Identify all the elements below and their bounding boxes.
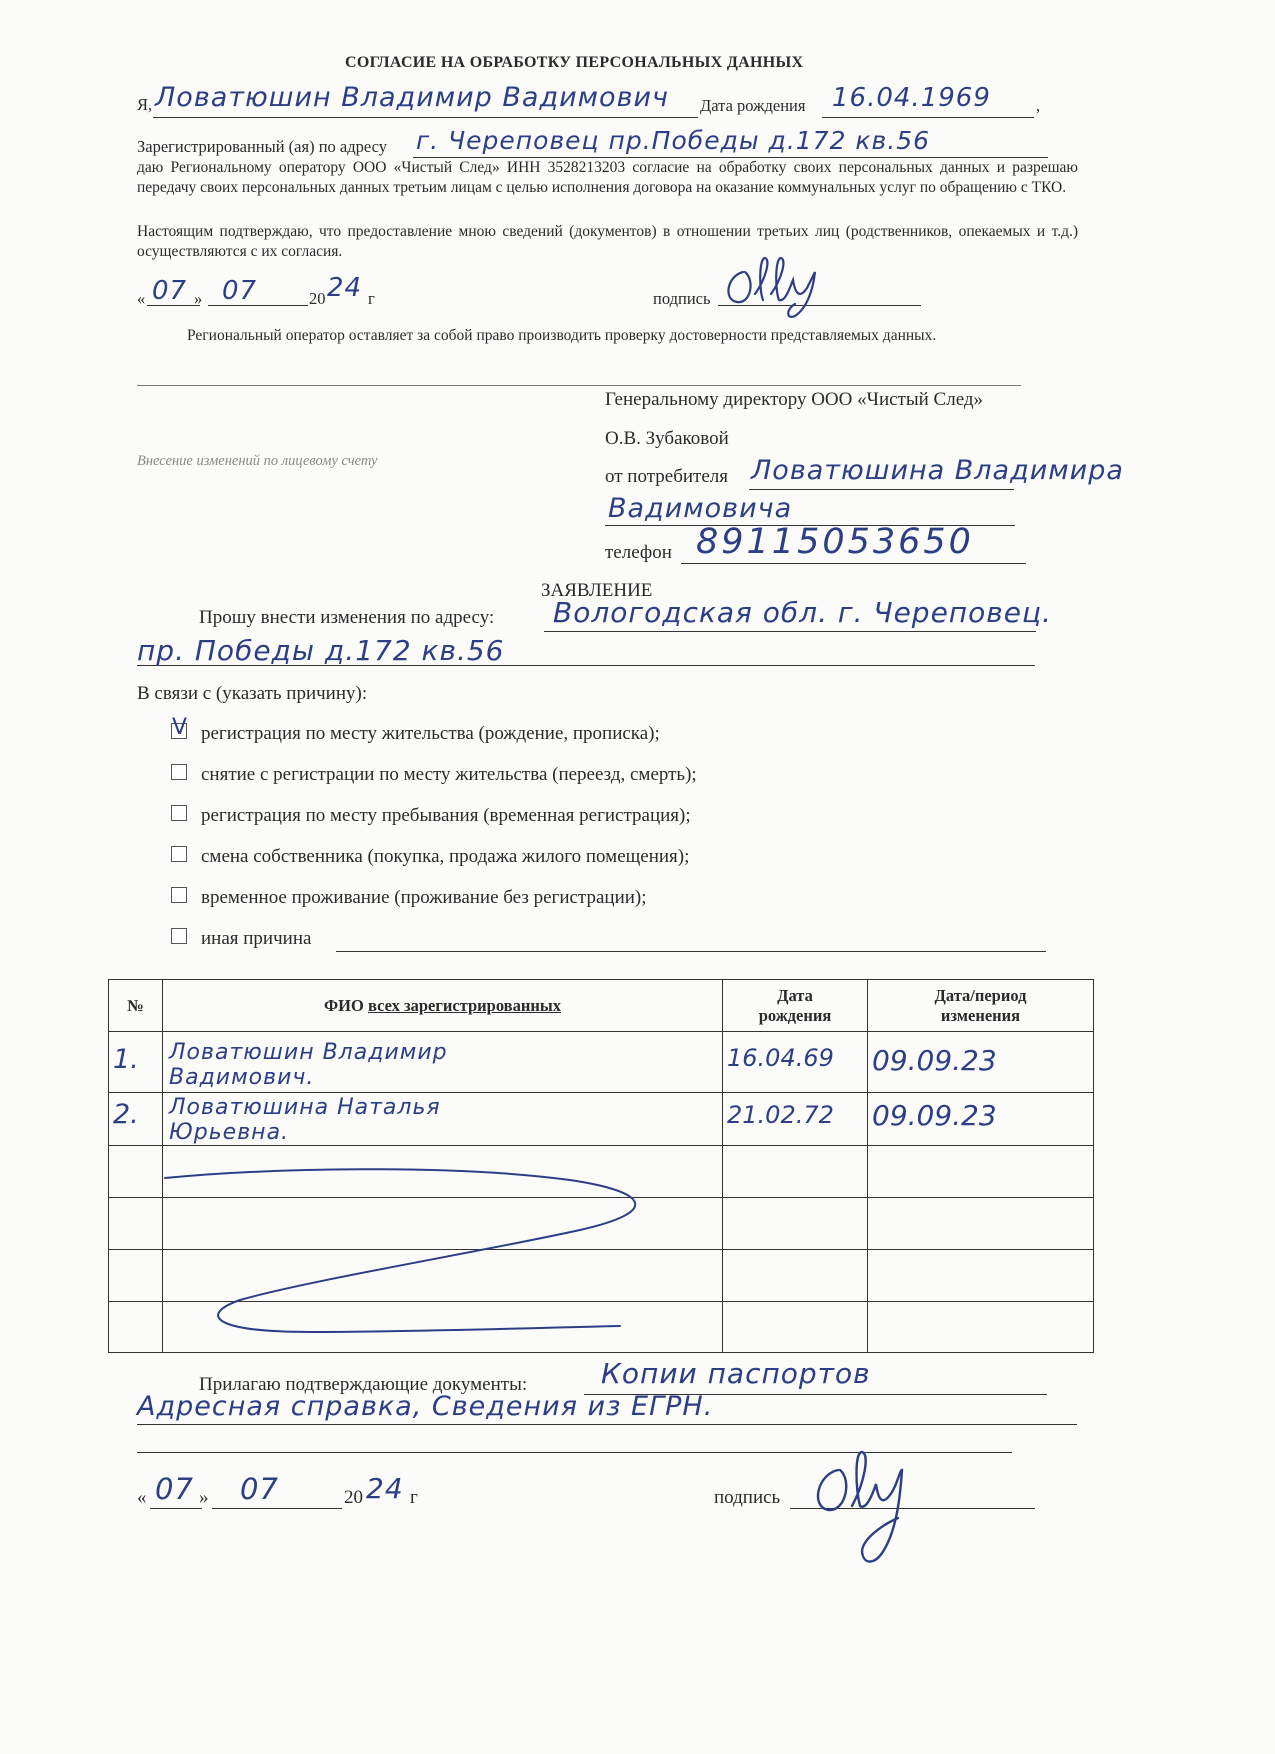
consumer-name-handwritten: Ловатюшин Владимир Вадимович [155, 82, 669, 113]
year-suffix: г [368, 289, 375, 308]
attachments-label: Прилагаю подтверждающие документы: [199, 1374, 528, 1395]
request-address-handwritten-2: пр. Победы д.172 кв.56 [137, 634, 505, 667]
from-consumer-handwritten-2: Вадимовича [608, 493, 793, 524]
reason-label-6: иная причина [201, 928, 312, 949]
verification-note: Региональный оператор оставляет за собой право производить проверку достоверности представляемых данных. [187, 327, 937, 344]
signature-label: подпись [653, 289, 711, 308]
attachments-handwritten-1: Копии паспортов [601, 1357, 871, 1390]
year-prefix: 20 [309, 289, 326, 308]
header-period: Дата/период изменения [868, 980, 1094, 1032]
footer-quote-close: » [199, 1487, 209, 1508]
dob-handwritten: 16.04.1969 [832, 83, 991, 113]
row-2-dob: 21.02.72 [723, 1093, 868, 1146]
row-1-name: Ловатюшин Владимир Вадимович. [163, 1032, 723, 1093]
consent-year-handwritten: 24 [327, 273, 363, 303]
reason-label: В связи с (указать причину): [137, 683, 368, 704]
request-label: Прошу внести изменения по адресу: [199, 607, 495, 628]
from-consumer-handwritten-1: Ловатюшина Владимира [751, 455, 1124, 486]
reason-checkbox-6[interactable] [171, 928, 187, 944]
from-consumer-label: от потребителя [605, 466, 728, 487]
footer-year-suffix: г [410, 1487, 418, 1508]
reason-label-5: временное проживание (проживание без регистрации); [201, 887, 647, 908]
row-2-num: 2. [109, 1093, 163, 1146]
footer-year-prefix: 20 [344, 1487, 363, 1508]
reason-label-2: снятие с регистрации по месту жительства (переезд, смерть); [201, 764, 697, 785]
left-hint: Внесение изменений по лицевому счету [137, 453, 378, 469]
address-handwritten: г. Череповец пр.Победы д.172 кв.56 [416, 126, 931, 155]
reason-checkbox-3[interactable] [171, 805, 187, 821]
consent-month-handwritten: 07 [222, 276, 258, 306]
attachments-handwritten-2: Адресная справка, Сведения из ЕГРН. [137, 1391, 714, 1422]
consent-title: СОГЛАСИЕ НА ОБРАБОТКУ ПЕРСОНАЛЬНЫХ ДАННЫХ [345, 54, 804, 71]
reason-checkbox-1[interactable] [171, 715, 188, 740]
consent-paragraph: даю Региональному оператору ООО «Чистый След» ИНН 3528213203 согласие на обработку своих персональных данных и разрешаю передачу своих персональных данных третьим лицам с целью исполнения договора на оказание коммунальных услуг по обращению с ТКО. [137, 159, 1078, 196]
third-party-paragraph: Настоящим подтверждаю, что предоставление мною сведений (документов) в отношении третьих лиц (родственников, опекаемых и т.д.) осуществляются с их согласия. [137, 223, 1078, 260]
footer-quote-open: « [137, 1487, 147, 1508]
i-label: Я, [137, 95, 153, 114]
reason-checkbox-2[interactable] [171, 764, 187, 780]
check-mark-icon: V [172, 715, 188, 740]
name-underline [153, 117, 698, 118]
request-address-handwritten-1: Вологодская обл. г. Череповец. [553, 596, 1052, 629]
footer-day-underline [150, 1508, 202, 1509]
footer-year-handwritten: 24 [366, 1472, 404, 1505]
addressee-line-2: О.В. Зубаковой [605, 428, 729, 449]
dob-label: Дата рождения [700, 96, 806, 115]
quote-close: » [194, 289, 203, 308]
table-row [109, 1093, 1094, 1146]
row-1-period: 09.09.23 [868, 1032, 1094, 1093]
row-2-name: Ловатюшина Наталья Юрьевна. [163, 1093, 723, 1146]
attachments-underline-2 [137, 1424, 1077, 1425]
row-1-dob: 16.04.69 [723, 1032, 868, 1093]
phone-handwritten: 89115053650 [696, 522, 974, 562]
consumer-signature-2 [800, 1440, 940, 1570]
reason-label-3: регистрация по месту пребывания (временная регистрация); [201, 805, 691, 826]
footer-signature-label: подпись [714, 1487, 781, 1508]
footer-month-handwritten: 07 [240, 1472, 279, 1506]
registered-label: Зарегистрированный (ая) по адресу [137, 137, 387, 156]
reason-label-1: регистрация по месту жительства (рождение, прописка); [201, 723, 660, 744]
footer-month-underline [212, 1508, 342, 1509]
header-dob: Дата рождения [723, 980, 868, 1032]
phone-label: телефон [605, 542, 672, 563]
request-underline-1 [544, 631, 1036, 632]
from-underline-1 [749, 489, 1014, 490]
section-divider [137, 385, 1021, 386]
addressee-line-1: Генеральному директору ООО «Чистый След» [605, 389, 984, 410]
row-1-num: 1. [109, 1032, 163, 1093]
reason-checkbox-5[interactable] [171, 887, 187, 903]
footer-day-handwritten: 07 [155, 1472, 194, 1506]
reason-checkbox-4[interactable] [171, 846, 187, 862]
strike-through-mark [150, 1160, 680, 1340]
consumer-signature-1 [715, 250, 835, 320]
statement-title: ЗАЯВЛЕНИЕ [541, 580, 653, 601]
consent-day-handwritten: 07 [152, 276, 188, 306]
reason-label-4: смена собственника (покупка, продажа жилого помещения); [201, 846, 690, 867]
phone-underline [681, 563, 1026, 564]
consent-date: « [137, 289, 146, 308]
table-row [109, 1032, 1094, 1093]
table-header-row [109, 980, 1094, 1032]
dob-comma: , [1036, 96, 1041, 115]
header-num: № [109, 980, 163, 1032]
row-2-period: 09.09.23 [868, 1093, 1094, 1146]
other-reason-underline [336, 951, 1046, 952]
header-fio: ФИО всех зарегистрированных [163, 980, 723, 1032]
dob-underline [822, 117, 1034, 118]
